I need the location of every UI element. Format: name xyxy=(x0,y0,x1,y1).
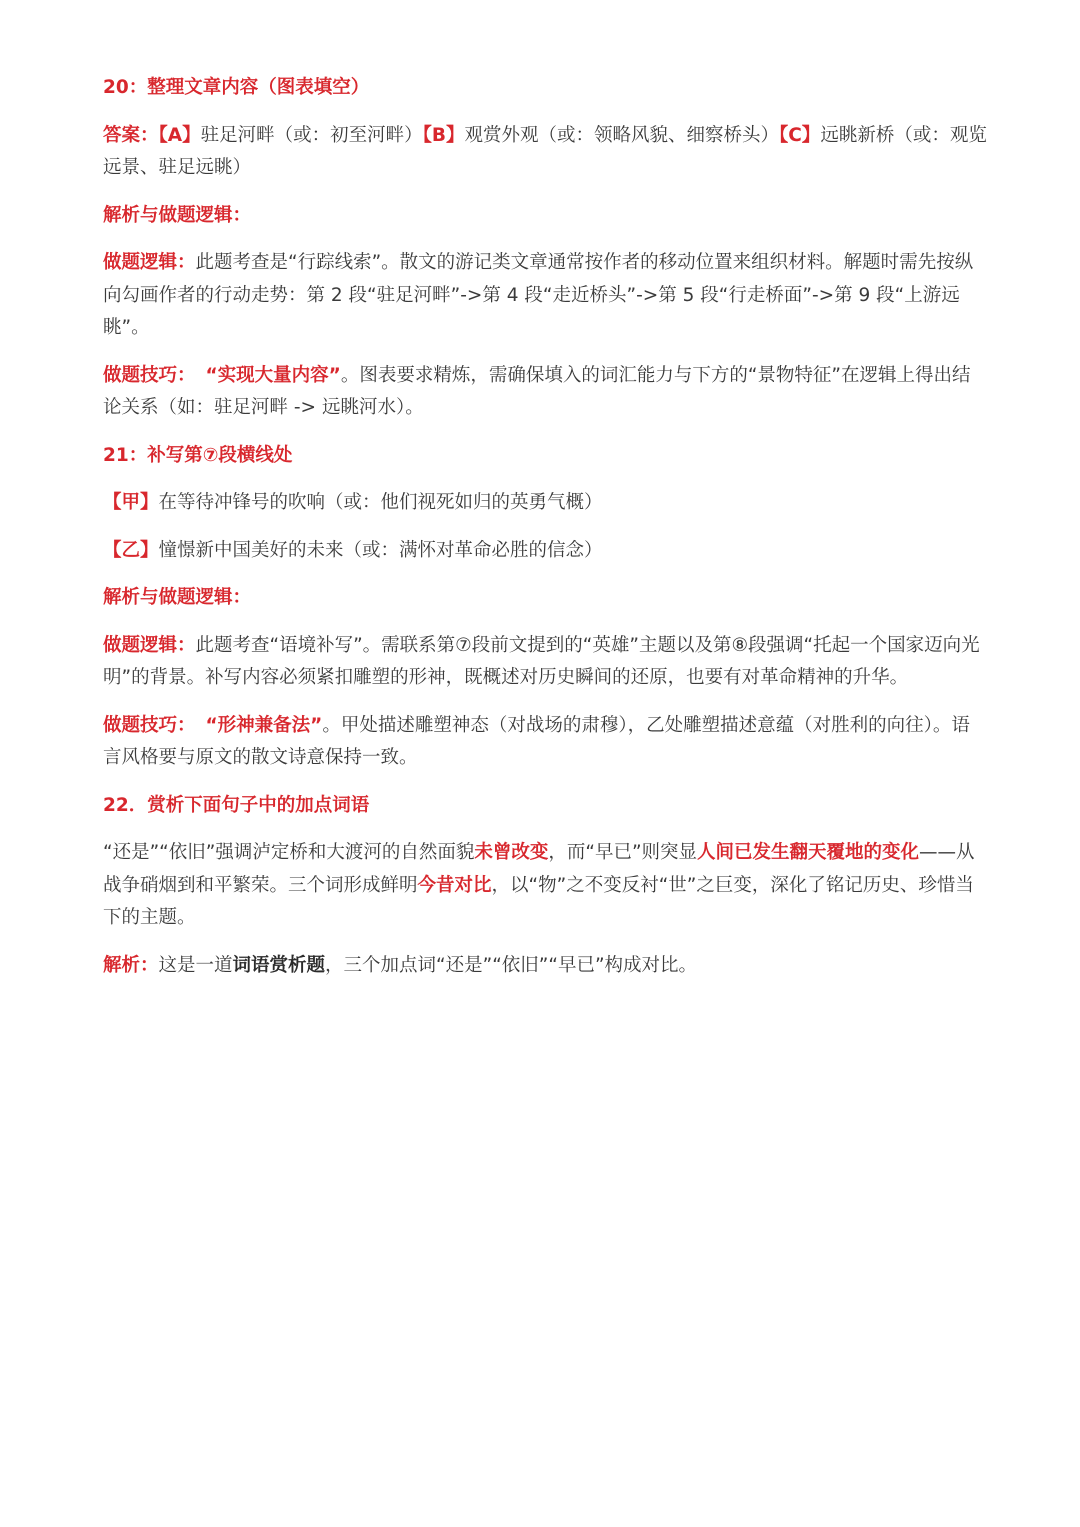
answer-label: 答案： xyxy=(103,124,159,146)
q22-analysis xyxy=(103,950,988,983)
yi-text: 憧憬新中国美好的未来（或：满怀对革命必胜的信念） xyxy=(158,539,603,561)
q22-text-a: “还是”“依旧”强调泸定桥和大渡河的自然面貌 xyxy=(103,842,475,863)
q21-analysis-heading xyxy=(103,582,988,615)
answer-b-tag: 【B】 xyxy=(422,124,465,146)
q21-jia xyxy=(103,487,988,520)
document-page xyxy=(103,72,988,997)
jia-tag: 【甲】 xyxy=(103,492,159,513)
q21-logic-label: 做题逻辑： xyxy=(103,634,196,656)
answer-a-tag: 【A】 xyxy=(158,124,201,146)
answer-c-text: 远眺新桥（或：观览远景、驻足远眺） xyxy=(103,124,987,178)
q22-analysis-emph: 词语赏析题 xyxy=(232,954,326,976)
q22-analysis-a: 这是一道 xyxy=(158,954,233,976)
q20-tip xyxy=(103,360,988,425)
q22-heading-text: 22．赏析下面句子中的加点词语 xyxy=(103,794,370,816)
q20-analysis-label: 解析与做题逻辑： xyxy=(103,204,252,226)
q22-text-g: ，以“物”之不变反衬“世”之巨变，深化了铭记历史、珍惜当下的主题。 xyxy=(103,874,974,928)
q21-tip xyxy=(103,710,988,775)
q20-heading xyxy=(103,72,988,105)
q20-tip-quote: “实现大量内容” xyxy=(205,364,341,386)
q21-logic-text: 此题考查“语境补写”。需联系第⑦段前文提到的“英雄”主题以及第⑧段强调“托起一个国家迈向光明”的背景。补写内容必须紧扣雕塑的形神，既概述对历史瞬间的还原，也要有对革命精神的升华。 xyxy=(103,634,980,688)
q22-answer xyxy=(103,837,988,935)
q21-yi xyxy=(103,535,988,568)
q20-answer xyxy=(103,120,988,185)
q21-logic xyxy=(103,630,988,695)
answer-a-text: 驻足河畔（或：初至河畔） xyxy=(200,124,423,146)
q22-text-c: ，而“早已”则突显 xyxy=(548,842,698,863)
q22-analysis-c: ，三个加点词“还是”“依旧”“早已”构成对比。 xyxy=(325,954,698,976)
q21-heading xyxy=(103,440,988,473)
q21-tip-label: 做题技巧： xyxy=(103,714,196,736)
q22-analysis-label: 解析： xyxy=(103,954,159,976)
q20-tip-text: 。图表要求精炼，需确保填入的词汇能力与下方的“景物特征”在逻辑上得出结论关系（如：驻足河畔 -> 远眺河水）。 xyxy=(103,364,971,418)
q20-logic-text: 此题考查是“行踪线索”。散文的游记类文章通常按作者的移动位置来组织材料。解题时需先按纵向勾画作者的行动走势：第 2 段“驻足河畔”->第 4 段“走近桥头”->第 5 段“行走桥面”->第 9 段“上游远眺”。 xyxy=(103,252,974,338)
answer-b-text: 观赏外观（或：领略风貌、细察桥头） xyxy=(464,124,779,146)
q22-heading xyxy=(103,790,988,823)
q20-tip-label: 做题技巧： xyxy=(103,364,196,386)
jia-text: 在等待冲锋号的吹响（或：他们视死如归的英勇气概） xyxy=(158,492,603,513)
q21-heading-text: 21：补写第⑦段横线处 xyxy=(103,444,293,466)
q20-heading-text: 20：整理文章内容（图表填空） xyxy=(103,77,370,98)
q20-logic-label: 做题逻辑： xyxy=(103,252,196,273)
q22-text-e: ——从战争硝烟到和平繁荣。三个词形成鲜明 xyxy=(103,842,975,896)
q22-emph-contrast: 今昔对比 xyxy=(417,874,492,896)
yi-tag: 【乙】 xyxy=(103,539,159,561)
q20-logic xyxy=(103,247,988,345)
q22-emph-change: 人间已发生翻天覆地的变化 xyxy=(697,842,920,863)
q21-tip-quote: “形神兼备法” xyxy=(205,714,323,736)
answer-c-tag: 【C】 xyxy=(778,124,821,146)
q21-tip-text: 。甲处描述雕塑神态（对战场的肃穆），乙处雕塑描述意蕴（对胜利的向往）。语言风格要与原文的散文诗意保持一致。 xyxy=(103,714,970,768)
q21-analysis-label: 解析与做题逻辑： xyxy=(103,587,252,608)
q20-analysis-heading xyxy=(103,200,988,233)
q22-emph-unchanged: 未曾改变 xyxy=(474,842,549,863)
